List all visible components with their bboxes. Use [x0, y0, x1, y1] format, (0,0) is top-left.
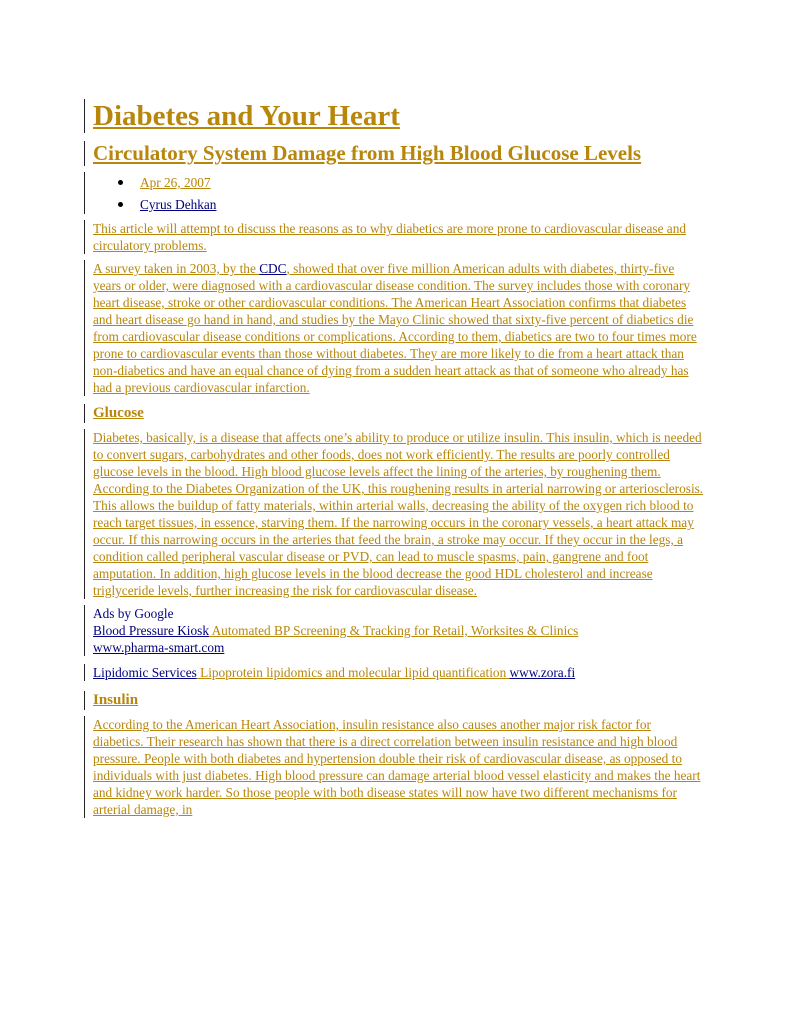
survey-text-start[interactable]: A survey taken in 2003, by the: [93, 261, 260, 276]
insulin-block: [84, 716, 704, 818]
meta-block: [84, 172, 704, 214]
intro-paragraph[interactable]: This article will attempt to discuss the reasons as to why diabetics are more prone to cardiovascular disease and circulatory problems.: [93, 221, 687, 253]
ad-2-title[interactable]: Lipidomic Services: [93, 665, 197, 680]
survey-block: [84, 260, 704, 396]
insulin-paragraph[interactable]: According to the American Heart Association, insulin resistance also causes another major risk factor for diabetics. Their research has shown that there is a direct correlation between insulin resistance and high blood pressure. People with both diabetes and hypertension double their risk of cardiovascular disease, as opposed to individuals with just diabetes. High blood pressure can damage arterial blood vessel elasticity and makes the heart and kidney work harder. So those people with both disease states will now have two different mechanisms for arterial damage, in: [93, 717, 701, 817]
glucose-heading[interactable]: Glucose: [93, 405, 144, 421]
survey-text-end[interactable]: , showed that over five million American adults with diabetes, thirty-five years or older, were diagnosed with a cardiovascular disease condition. The survey includes those with coronary heart disease, stroke or other cardiovascular conditions. The American Heart Association confirms that diabetes and heart disease go hand in hand, and studies by the Mayo Clinic showed that sixty-five percent of diabetics die from cardiovascular disease conditions or complications. According to them, diabetics are two to four times more prone to cardiovascular events than those without diabetes. They are more likely to die from a heart attack than non-diabetics and have an equal chance of dying from a sudden heart attack as that of someone who already has had a previous cardiovascular infarction.: [93, 261, 697, 395]
meta-date-item: [93, 174, 704, 192]
ad-1-text[interactable]: Automated BP Screening & Tracking for Retail, Worksites & Clinics: [208, 623, 579, 638]
article: [84, 99, 704, 824]
survey-paragraph: [93, 260, 704, 396]
bullet-icon: [118, 180, 123, 185]
article-date[interactable]: Apr 26, 2007: [140, 175, 211, 190]
glucose-paragraph[interactable]: Diabetes, basically, is a disease that affects one’s ability to produce or utilize insulin. This insulin, which is needed to convert sugars, carbohydrates and other foods, does not work efficiently. The results are poorly controlled glucose levels in the blood. High blood glucose levels affect the lining of the arteries, by roughening them. According to the Diabetes Organization of the UK, this roughening results in arterial narrowing or arteriosclerosis. This allows the buildup of fatty materials, within arterial walls, decreasing the ability of the oxygen rich blood to reach target tissues, in essence, starving them. If the narrowing occurs in the coronary vessels, a heart attack may occur. If this narrowing occurs in the arteries that feed the brain, a stroke may occur. If they occur in the legs, a condition called peripheral vascular disease or PVD, can lead to muscle spasms, pain, gangrene and foot amputation. In addition, high glucose levels in the blood decrease the good HDL cholesterol and increase triglyceride levels, further increasing the risk for cardiovascular disease.: [93, 430, 704, 598]
ads-block-2: [84, 664, 704, 681]
page-subtitle[interactable]: Circulatory System Damage from High Blood Glucose Levels: [93, 141, 642, 165]
page-title[interactable]: Diabetes and Your Heart: [93, 100, 400, 132]
insulin-heading-block: [84, 691, 704, 710]
bullet-icon: [118, 202, 123, 207]
glucose-heading-block: [84, 404, 704, 423]
insulin-heading[interactable]: Insulin: [93, 692, 139, 708]
ad-2: [93, 664, 704, 681]
meta-author-item: [93, 196, 704, 214]
glucose-block: [84, 429, 704, 599]
subtitle-block: [84, 141, 704, 166]
ads-label[interactable]: Ads by Google: [93, 606, 174, 621]
ad-1-url[interactable]: www.pharma-smart.com: [93, 640, 225, 655]
ad-2-url[interactable]: www.zora.fi: [509, 665, 576, 680]
article-author[interactable]: Cyrus Dehkan: [140, 197, 217, 212]
meta-list: [93, 174, 704, 214]
ad-2-text[interactable]: Lipoprotein lipidomics and molecular lipid quantification: [196, 665, 510, 680]
ad-1-url-line: [93, 639, 704, 656]
ad-1: [93, 622, 704, 639]
intro-block: [84, 220, 704, 254]
ads-block: [84, 605, 704, 656]
ad-1-title[interactable]: Blood Pressure Kiosk: [93, 623, 209, 638]
cdc-link[interactable]: CDC: [259, 261, 287, 276]
title-block: [84, 99, 704, 133]
